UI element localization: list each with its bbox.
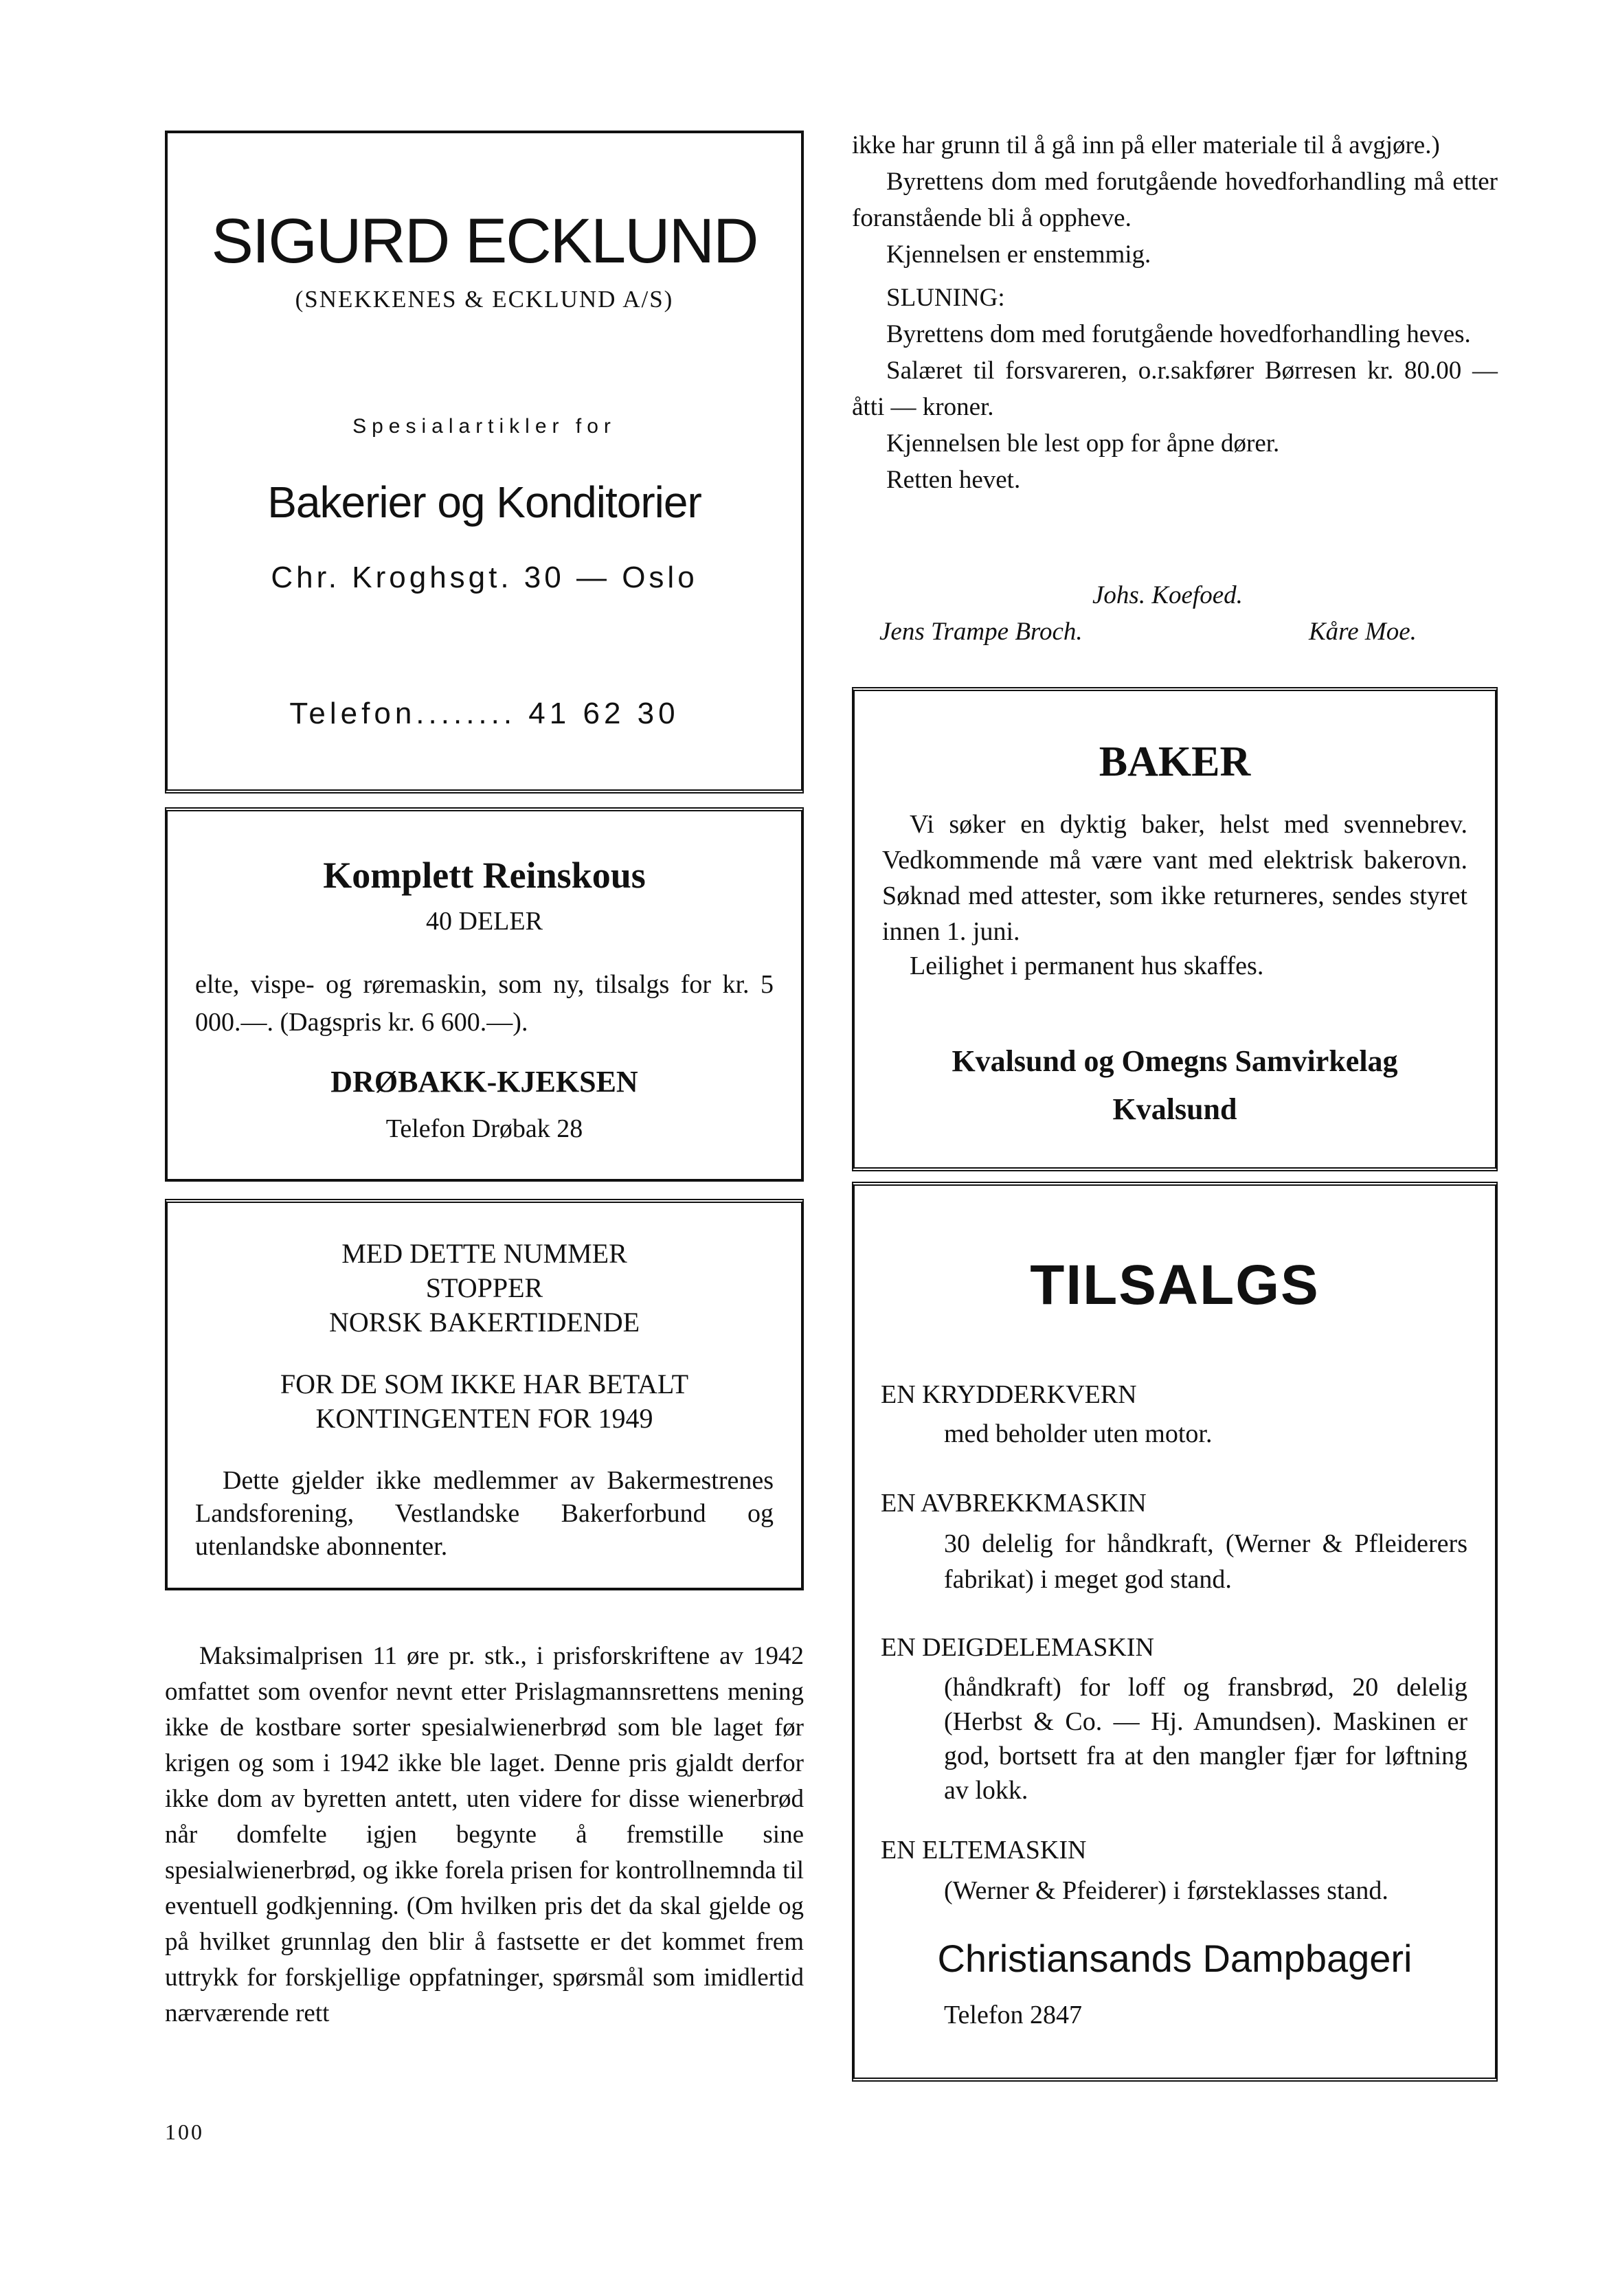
- article-text: [165, 1639, 804, 2031]
- verdict-line: Retten hevet.: [886, 466, 1021, 494]
- baker-body: Vi søker en dyktig baker, helst med svennebrev. Vedkommende må være vant med elektrisk bakerovn. Søknad med attester, som ikke returneres, sendes styret innen 1. juni.: [882, 810, 1467, 946]
- notice-body: Dette gjelder ikke medlemmer av Bakermestrenes Landsforening, Vestlandske Bakerforbund og utenlandske abonnenter.: [195, 1466, 774, 1561]
- tilsalgs-item-desc: (Werner & Pfeiderer) i førsteklasses stand.: [944, 1876, 1388, 1905]
- baker-place: Kvalsund: [1112, 1092, 1237, 1126]
- tilsalgs-item-name: EN DEIGDELEMASKIN: [881, 1633, 1154, 1662]
- verdict-text: [852, 127, 1498, 498]
- ad-ecklund: [165, 131, 804, 794]
- page-number: 100: [165, 2119, 204, 2144]
- ad-reinskous: [165, 807, 804, 1182]
- baker-housing: Leilighet i permanent hus skaffes.: [910, 952, 1264, 980]
- judge-signature: Johs. Koefoed.: [1092, 581, 1243, 609]
- verdict-line: Kjennelsen er enstemmig.: [886, 240, 1151, 269]
- ecklund-specialty: Bakerier og Konditorier: [267, 477, 701, 527]
- tilsalgs-item-desc: (håndkraft) for loff og fransbrød, 20 delelig (Herbst & Co. — Hj. Amundsen). Maskinen er god, bortsett fra at den mangler fjær for løftning av lokk.: [944, 1673, 1467, 1805]
- verdict-line: Byrettens dom med forutgående hovedforhandling må etter foranstående bli å oppheve.: [852, 168, 1498, 232]
- ecklund-address: Chr. Kroghsgt. 30 — Oslo: [271, 561, 698, 594]
- ad-baker: [852, 687, 1498, 1171]
- tilsalgs-item-desc: 30 delelig for håndkraft, (Werner & Pfleiderers fabrikat) i meget god stand.: [944, 1529, 1467, 1594]
- tilsalgs-title: TILSALGS: [1030, 1254, 1320, 1316]
- tilsalgs-phone: Telefon 2847: [944, 2001, 1083, 2029]
- reinskous-phone: Telefon Drøbak 28: [385, 1114, 583, 1143]
- ad-notice: [165, 1199, 804, 1590]
- tilsalgs-seller: Christiansands Dampbageri: [937, 1937, 1413, 1980]
- tilsalgs-item-name: EN AVBREKKMASKIN: [881, 1489, 1147, 1518]
- judge-signature: Kåre Moe.: [1309, 618, 1417, 646]
- ecklund-subtitle: (SNEKKENES & ECKLUND A/S): [295, 286, 674, 313]
- article-paragraph: Maksimalprisen 11 øre pr. stk., i prisforskriftene av 1942 omfattet som ovenfor nevnt etter Prislagmannsrettens mening ikke de kostbare sorter spesialwienerbrød som ble laget før krigen og som i 1942 ikke ble laget. Denne pris gjaldt derfor ikke dom av byretten antett, uten videre for disse wienerbrød når domfelte igjen begynte å fremstille sine spesialwienerbrød, og ikke forela prisen for kontrollnemnda til eventuell godkjenning. (Om hvilken pris det da skal gjelde og på hvilket grunnlag den blir å fastsette er det kommet frem uttrykk for forskjellige oppfatninger, spørsmål som imidlertid nærværende rett: [165, 1642, 804, 2027]
- notice-line: MED DETTE NUMMER: [341, 1238, 627, 1269]
- notice-line: FOR DE SOM IKKE HAR BETALT: [280, 1369, 689, 1399]
- ad-tilsalgs: [852, 1182, 1498, 2082]
- baker-title: BAKER: [1099, 739, 1251, 785]
- reinskous-body: elte, vispe- og røremaskin, som ny, tilsalgs for kr. 5 000.—. (Dagspris kr. 6 600.—).: [195, 970, 774, 1037]
- ecklund-phone: Telefon........ 41 62 30: [289, 697, 679, 730]
- ecklund-specialty-label: Spesialartikler for: [352, 415, 616, 438]
- notice-line: KONTINGENTEN FOR 1949: [315, 1403, 653, 1434]
- ecklund-company-name: SIGURD ECKLUND: [211, 206, 758, 276]
- notice-line: STOPPER: [425, 1272, 543, 1303]
- verdict-line: Kjennelsen ble lest opp for åpne dører.: [886, 429, 1280, 458]
- tilsalgs-item-name: EN ELTEMASKIN: [881, 1836, 1087, 1865]
- tilsalgs-item-desc: med beholder uten motor.: [944, 1419, 1213, 1448]
- judge-signature: Jens Trampe Broch.: [879, 618, 1083, 646]
- baker-org: Kvalsund og Omegns Samvirkelag: [952, 1044, 1398, 1078]
- verdict-line: Salæret til forsvareren, o.r.sakfører Børresen kr. 80.00 — åtti — kroner.: [852, 357, 1498, 421]
- verdict-line: ikke har grunn til å gå inn på eller materiale til å avgjøre.): [852, 131, 1440, 159]
- reinskous-title: Komplett Reinskous: [323, 855, 646, 896]
- reinskous-seller: DRØBAKK-KJEKSEN: [330, 1065, 638, 1099]
- verdict-line: SLUNING:: [886, 284, 1005, 312]
- notice-line: NORSK BAKERTIDENDE: [328, 1307, 640, 1338]
- reinskous-subtitle: 40 DELER: [426, 907, 543, 936]
- verdict-line: Byrettens dom med forutgående hovedforhandling heves.: [886, 320, 1471, 348]
- tilsalgs-item-name: EN KRYDDERKVERN: [881, 1380, 1137, 1409]
